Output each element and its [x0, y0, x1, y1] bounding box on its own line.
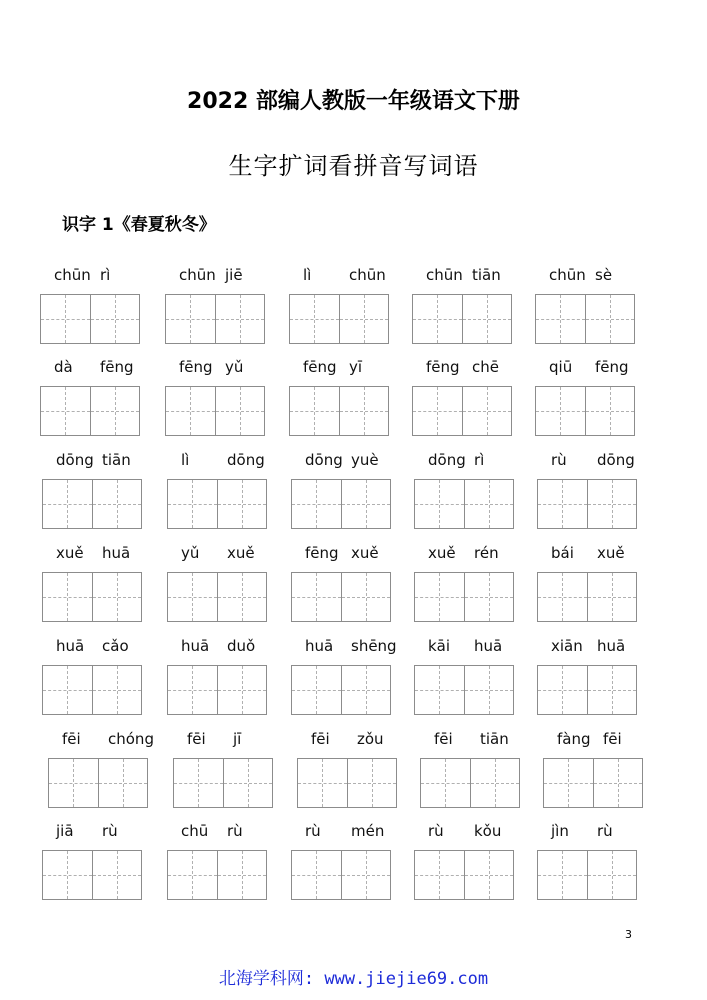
pinyin-first: dōng	[56, 451, 94, 469]
writing-cell[interactable]	[98, 759, 148, 807]
pinyin-first: fēi	[311, 730, 330, 748]
writing-cell[interactable]	[538, 666, 587, 714]
writing-grid[interactable]	[414, 479, 514, 529]
writing-cell[interactable]	[413, 295, 462, 343]
writing-cell[interactable]	[166, 387, 215, 435]
pinyin-second: yǔ	[225, 358, 244, 376]
writing-cell[interactable]	[462, 387, 512, 435]
writing-cell[interactable]	[464, 573, 514, 621]
page-title: 2022 部编人教版一年级语文下册	[187, 89, 520, 114]
pinyin-first: xuě	[428, 544, 456, 562]
pinyin-second: dōng	[227, 451, 265, 469]
writing-grid[interactable]	[535, 386, 635, 436]
pinyin-first: yǔ	[181, 544, 200, 562]
writing-cell[interactable]	[292, 573, 341, 621]
writing-cell[interactable]	[168, 573, 217, 621]
pinyin-first: jiā	[56, 822, 74, 840]
writing-cell[interactable]	[415, 666, 464, 714]
writing-cell[interactable]	[347, 759, 397, 807]
writing-cell[interactable]	[298, 759, 347, 807]
writing-cell[interactable]	[587, 666, 637, 714]
pinyin-second: xuě	[227, 544, 255, 562]
writing-cell[interactable]	[587, 480, 637, 528]
writing-grid[interactable]	[42, 572, 142, 622]
writing-cell[interactable]	[538, 480, 587, 528]
writing-grid[interactable]	[420, 758, 520, 808]
writing-cell[interactable]	[413, 387, 462, 435]
pinyin-first: fēng	[305, 544, 339, 562]
writing-cell[interactable]	[585, 295, 635, 343]
writing-cell[interactable]	[536, 295, 585, 343]
pinyin-first: fēng	[426, 358, 460, 376]
writing-cell[interactable]	[593, 759, 643, 807]
section-heading: 识字 1《春夏秋冬》	[62, 215, 216, 235]
pinyin-second: fēng	[100, 358, 134, 376]
writing-grid[interactable]	[40, 294, 140, 344]
word-row	[0, 544, 707, 624]
writing-cell[interactable]	[174, 759, 223, 807]
writing-grid[interactable]	[291, 572, 391, 622]
pinyin-first: huā	[56, 637, 85, 655]
writing-cell[interactable]	[341, 573, 391, 621]
writing-grid[interactable]	[173, 758, 273, 808]
writing-cell[interactable]	[92, 573, 142, 621]
writing-grid[interactable]	[414, 665, 514, 715]
pinyin-second: jiē	[225, 266, 243, 284]
page-subtitle: 生字扩词看拼音写词语	[228, 152, 479, 180]
pinyin-second: chóng	[108, 730, 154, 748]
pinyin-first: dà	[54, 358, 73, 376]
pinyin-first: huā	[181, 637, 210, 655]
writing-grid[interactable]	[291, 479, 391, 529]
writing-cell[interactable]	[290, 387, 339, 435]
pinyin-first: fēng	[179, 358, 213, 376]
pinyin-second: rù	[227, 822, 243, 840]
pinyin-second: rén	[474, 544, 499, 562]
pinyin-first: xiān	[551, 637, 583, 655]
pinyin-first: dōng	[305, 451, 343, 469]
pinyin-first: lì	[303, 266, 312, 284]
pinyin-second: shēng	[351, 637, 397, 655]
pinyin-first: chūn	[549, 266, 586, 284]
pinyin-second: chūn	[349, 266, 386, 284]
pinyin-second: mén	[351, 822, 385, 840]
writing-cell[interactable]	[217, 480, 267, 528]
writing-grid[interactable]	[297, 758, 397, 808]
writing-grid[interactable]	[537, 479, 637, 529]
word-row	[0, 451, 707, 531]
pinyin-second: tiān	[480, 730, 509, 748]
writing-cell[interactable]	[415, 480, 464, 528]
writing-cell[interactable]	[215, 295, 265, 343]
writing-cell[interactable]	[43, 666, 92, 714]
writing-cell[interactable]	[587, 573, 637, 621]
writing-cell[interactable]	[538, 851, 587, 899]
writing-cell[interactable]	[43, 851, 92, 899]
pinyin-first: rù	[551, 451, 567, 469]
word-row	[0, 822, 707, 902]
pinyin-first: fàng	[557, 730, 591, 748]
pinyin-second: huā	[474, 637, 503, 655]
pinyin-first: chūn	[179, 266, 216, 284]
writing-grid[interactable]	[412, 294, 512, 344]
pinyin-first: chū	[181, 822, 209, 840]
writing-cell[interactable]	[464, 666, 514, 714]
writing-cell[interactable]	[92, 666, 142, 714]
writing-cell[interactable]	[339, 295, 389, 343]
pinyin-first: xuě	[56, 544, 84, 562]
writing-grid[interactable]	[537, 850, 637, 900]
writing-cell[interactable]	[217, 573, 267, 621]
writing-grid[interactable]	[414, 572, 514, 622]
word-row	[0, 637, 707, 717]
writing-grid[interactable]	[167, 572, 267, 622]
writing-cell[interactable]	[166, 295, 215, 343]
writing-cell[interactable]	[415, 573, 464, 621]
writing-cell[interactable]	[587, 851, 637, 899]
pinyin-second: tiān	[102, 451, 131, 469]
writing-grid[interactable]	[48, 758, 148, 808]
writing-grid[interactable]	[40, 386, 140, 436]
writing-cell[interactable]	[464, 480, 514, 528]
pinyin-second: chē	[472, 358, 499, 376]
writing-grid[interactable]	[42, 665, 142, 715]
writing-cell[interactable]	[341, 666, 391, 714]
writing-cell[interactable]	[90, 295, 140, 343]
pinyin-first: fēi	[62, 730, 81, 748]
pinyin-first: bái	[551, 544, 574, 562]
pinyin-second: rì	[474, 451, 485, 469]
writing-cell[interactable]	[421, 759, 470, 807]
writing-grid[interactable]	[535, 294, 635, 344]
pinyin-second: huā	[102, 544, 131, 562]
writing-cell[interactable]	[339, 387, 389, 435]
pinyin-second: rù	[597, 822, 613, 840]
writing-cell[interactable]	[168, 851, 217, 899]
pinyin-second: jī	[233, 730, 242, 748]
writing-grid[interactable]	[537, 665, 637, 715]
writing-grid[interactable]	[289, 294, 389, 344]
writing-grid[interactable]	[289, 386, 389, 436]
word-row	[0, 266, 707, 346]
pinyin-second: rù	[102, 822, 118, 840]
writing-cell[interactable]	[292, 666, 341, 714]
writing-cell[interactable]	[536, 387, 585, 435]
writing-cell[interactable]	[470, 759, 520, 807]
writing-cell[interactable]	[168, 480, 217, 528]
footer-link[interactable]: 北海学科网: www.jiejie69.com	[218, 969, 489, 989]
pinyin-second: fēi	[603, 730, 622, 748]
writing-cell[interactable]	[544, 759, 593, 807]
pinyin-first: fēi	[187, 730, 206, 748]
writing-cell[interactable]	[290, 295, 339, 343]
pinyin-second: yuè	[351, 451, 379, 469]
pinyin-second: kǒu	[474, 822, 502, 840]
writing-cell[interactable]	[168, 666, 217, 714]
writing-grid[interactable]	[291, 665, 391, 715]
pinyin-first: rù	[428, 822, 444, 840]
writing-grid[interactable]	[167, 479, 267, 529]
writing-grid[interactable]	[165, 294, 265, 344]
pinyin-second: huā	[597, 637, 626, 655]
pinyin-second: cǎo	[102, 637, 129, 655]
writing-grid[interactable]	[167, 665, 267, 715]
writing-cell[interactable]	[43, 573, 92, 621]
pinyin-first: fēi	[434, 730, 453, 748]
writing-cell[interactable]	[341, 851, 391, 899]
pinyin-second: xuě	[351, 544, 379, 562]
word-row	[0, 730, 707, 810]
writing-cell[interactable]	[341, 480, 391, 528]
writing-grid[interactable]	[543, 758, 643, 808]
writing-cell[interactable]	[223, 759, 273, 807]
writing-cell[interactable]	[49, 759, 98, 807]
writing-cell[interactable]	[92, 480, 142, 528]
writing-grid[interactable]	[537, 572, 637, 622]
pinyin-second: fēng	[595, 358, 629, 376]
writing-cell[interactable]	[585, 387, 635, 435]
pinyin-second: duǒ	[227, 637, 256, 655]
writing-cell[interactable]	[292, 851, 341, 899]
pinyin-second: yī	[349, 358, 363, 376]
writing-grid[interactable]	[412, 386, 512, 436]
writing-cell[interactable]	[217, 666, 267, 714]
page-number: 3	[625, 928, 632, 941]
writing-cell[interactable]	[292, 480, 341, 528]
writing-cell[interactable]	[92, 851, 142, 899]
pinyin-first: huā	[305, 637, 334, 655]
pinyin-second: dōng	[597, 451, 635, 469]
pinyin-first: chūn	[426, 266, 463, 284]
word-row	[0, 358, 707, 438]
pinyin-first: chūn	[54, 266, 91, 284]
pinyin-first: kāi	[428, 637, 451, 655]
writing-cell[interactable]	[41, 295, 90, 343]
pinyin-first: rù	[305, 822, 321, 840]
writing-cell[interactable]	[215, 387, 265, 435]
pinyin-second: tiān	[472, 266, 501, 284]
pinyin-first: jìn	[551, 822, 569, 840]
pinyin-second: zǒu	[357, 730, 384, 748]
pinyin-first: lì	[181, 451, 190, 469]
writing-cell[interactable]	[464, 851, 514, 899]
writing-cell[interactable]	[90, 387, 140, 435]
writing-grid[interactable]	[414, 850, 514, 900]
writing-grid[interactable]	[291, 850, 391, 900]
pinyin-first: qiū	[549, 358, 573, 376]
writing-cell[interactable]	[462, 295, 512, 343]
writing-cell[interactable]	[41, 387, 90, 435]
writing-cell[interactable]	[538, 573, 587, 621]
pinyin-first: dōng	[428, 451, 466, 469]
writing-grid[interactable]	[165, 386, 265, 436]
pinyin-second: rì	[100, 266, 111, 284]
writing-grid[interactable]	[42, 850, 142, 900]
writing-cell[interactable]	[217, 851, 267, 899]
writing-grid[interactable]	[167, 850, 267, 900]
writing-cell[interactable]	[415, 851, 464, 899]
writing-grid[interactable]	[42, 479, 142, 529]
writing-cell[interactable]	[43, 480, 92, 528]
pinyin-first: fēng	[303, 358, 337, 376]
pinyin-second: xuě	[597, 544, 625, 562]
pinyin-second: sè	[595, 266, 613, 284]
